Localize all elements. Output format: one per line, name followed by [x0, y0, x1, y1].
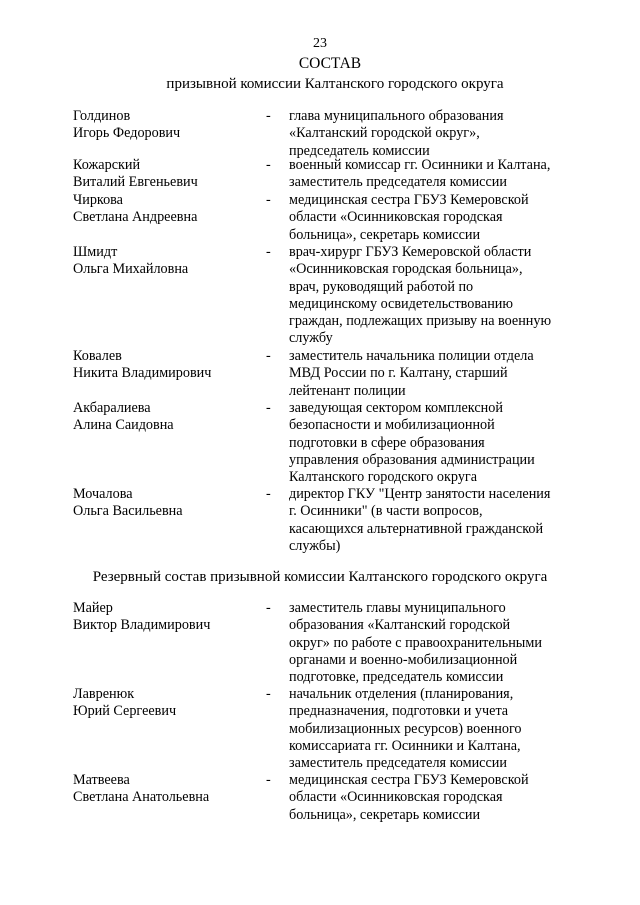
- member-role-line: области «Осинниковская городская: [289, 209, 503, 226]
- member-role-line: врач, руководящий работой по: [289, 278, 474, 295]
- member-role-line: округ» по работе с правоохранительными: [289, 634, 542, 651]
- member-name-line: Светлана Анатольевна: [73, 789, 210, 806]
- member-role-line: области «Осинниковская городская: [289, 789, 503, 806]
- member-role-line: военный комиссар гг. Осинники и Калтана,: [289, 157, 551, 173]
- member-name-line: Лавренюк: [73, 686, 135, 702]
- member-role-line: глава муниципального образования: [289, 108, 504, 124]
- member-name-line: Шмидт: [73, 244, 118, 260]
- member-name-line: Матвеева: [73, 772, 130, 788]
- member-role-line: «Осинниковская городская больница»,: [289, 261, 523, 278]
- member-name: [73, 686, 263, 721]
- member-role-line: службы): [289, 537, 341, 554]
- member-role-line: подготовки в сфере образования: [289, 434, 485, 451]
- member-name: [73, 400, 263, 435]
- member-name: [73, 157, 263, 192]
- member-name-line: Юрий Сергеевич: [73, 703, 177, 720]
- member-name-line: Голдинов: [73, 108, 131, 124]
- reserve-heading: Резервный состав призывной комиссии Калтанского городского округа: [92, 569, 548, 585]
- member-name-line: Акбаралиева: [73, 400, 151, 416]
- member-name-line: Ковалев: [73, 348, 122, 364]
- member-role-line: медицинская сестра ГБУЗ Кемеровской: [289, 192, 529, 208]
- member-role-line: больница», секретарь комиссии: [289, 226, 481, 243]
- member-name-line: Майер: [73, 600, 113, 616]
- member-name-line: Ольга Васильевна: [73, 503, 183, 520]
- member-role-line: медицинскому освидетельствованию: [289, 295, 513, 312]
- member-name: [73, 348, 263, 383]
- member-role-line: предназначения, подготовки и учета: [289, 703, 509, 720]
- member-role-line: председатель комиссии: [289, 142, 430, 159]
- member-role-line: заместитель председателя комиссии: [289, 755, 507, 772]
- member-name-line: Кожарский: [73, 157, 141, 173]
- member-role-line: безопасности и мобилизационной: [289, 417, 495, 434]
- member-name: [73, 108, 263, 143]
- member-role-line: начальник отделения (планирования,: [289, 686, 514, 702]
- member-dash: -: [266, 157, 271, 173]
- member-role-line: заведующая сектором комплексной: [289, 400, 503, 416]
- member-role-line: службу: [289, 330, 333, 347]
- member-name-line: Светлана Андреевна: [73, 209, 198, 226]
- member-role: [289, 157, 583, 192]
- member-role: [289, 600, 583, 686]
- member-role-line: граждан, подлежащих призыву на военную: [289, 313, 552, 330]
- member-role: [289, 244, 583, 348]
- member-name: [73, 192, 263, 227]
- member-role: [289, 486, 583, 555]
- member-role-line: заместитель главы муниципального: [289, 600, 506, 616]
- document-subtitle: призывной комиссии Калтанского городского округа: [166, 76, 504, 92]
- member-role-line: образования «Калтанский городской: [289, 617, 511, 634]
- member-dash: -: [266, 192, 271, 208]
- member-role-line: МВД России по г. Калтану, старший: [289, 365, 508, 382]
- member-role-line: Калтанского городского округа: [289, 469, 478, 486]
- member-dash: -: [266, 348, 271, 364]
- page-number: 23: [313, 36, 327, 51]
- member-role-line: медицинская сестра ГБУЗ Кемеровской: [289, 772, 529, 788]
- member-dash: -: [266, 400, 271, 416]
- member-role-line: органами и военно-мобилизационной: [289, 651, 518, 668]
- member-role-line: директор ГКУ "Центр занятости населения: [289, 486, 551, 502]
- member-role: [289, 108, 583, 160]
- member-name-line: Ольга Михайловна: [73, 261, 189, 278]
- member-name-line: Виктор Владимирович: [73, 617, 211, 634]
- member-name: [73, 600, 263, 635]
- document-title: СОСТАВ: [298, 55, 362, 72]
- member-role: [289, 400, 583, 486]
- member-name-line: Чиркова: [73, 192, 123, 208]
- member-role-line: заместитель начальника полиции отдела: [289, 348, 534, 364]
- member-name-line: Никита Владимирович: [73, 365, 212, 382]
- member-role-line: касающихся альтернативной гражданской: [289, 520, 544, 537]
- member-name-line: Мочалова: [73, 486, 133, 502]
- member-role-line: управления образования администрации: [289, 451, 535, 468]
- member-role-line: заместитель председателя комиссии: [289, 174, 507, 191]
- member-role: [289, 686, 583, 772]
- member-dash: -: [266, 600, 271, 616]
- member-role-line: подготовке, председатель комиссии: [289, 669, 504, 686]
- member-role-line: врач-хирург ГБУЗ Кемеровской области: [289, 244, 532, 260]
- member-name-line: Алина Саидовна: [73, 417, 174, 434]
- member-name: [73, 486, 263, 521]
- member-dash: -: [266, 108, 271, 124]
- member-name: [73, 244, 263, 279]
- member-dash: -: [266, 486, 271, 502]
- member-role-line: больница», секретарь комиссии: [289, 806, 481, 823]
- member-name-line: Игорь Федорович: [73, 125, 181, 142]
- member-dash: -: [266, 772, 271, 788]
- member-role-line: «Калтанский городской округ»,: [289, 125, 480, 142]
- member-role-line: комиссариата гг. Осинники и Калтана,: [289, 737, 521, 754]
- member-name-line: Виталий Евгеньевич: [73, 174, 198, 191]
- member-role: [289, 348, 583, 400]
- member-role: [289, 192, 583, 244]
- member-dash: -: [266, 686, 271, 702]
- member-role-line: лейтенант полиции: [289, 382, 406, 399]
- member-role: [289, 772, 583, 824]
- member-name: [73, 772, 263, 807]
- member-dash: -: [266, 244, 271, 260]
- member-role-line: мобилизационных ресурсов) военного: [289, 720, 522, 737]
- member-role-line: г. Осинники" (в части вопросов,: [289, 503, 483, 520]
